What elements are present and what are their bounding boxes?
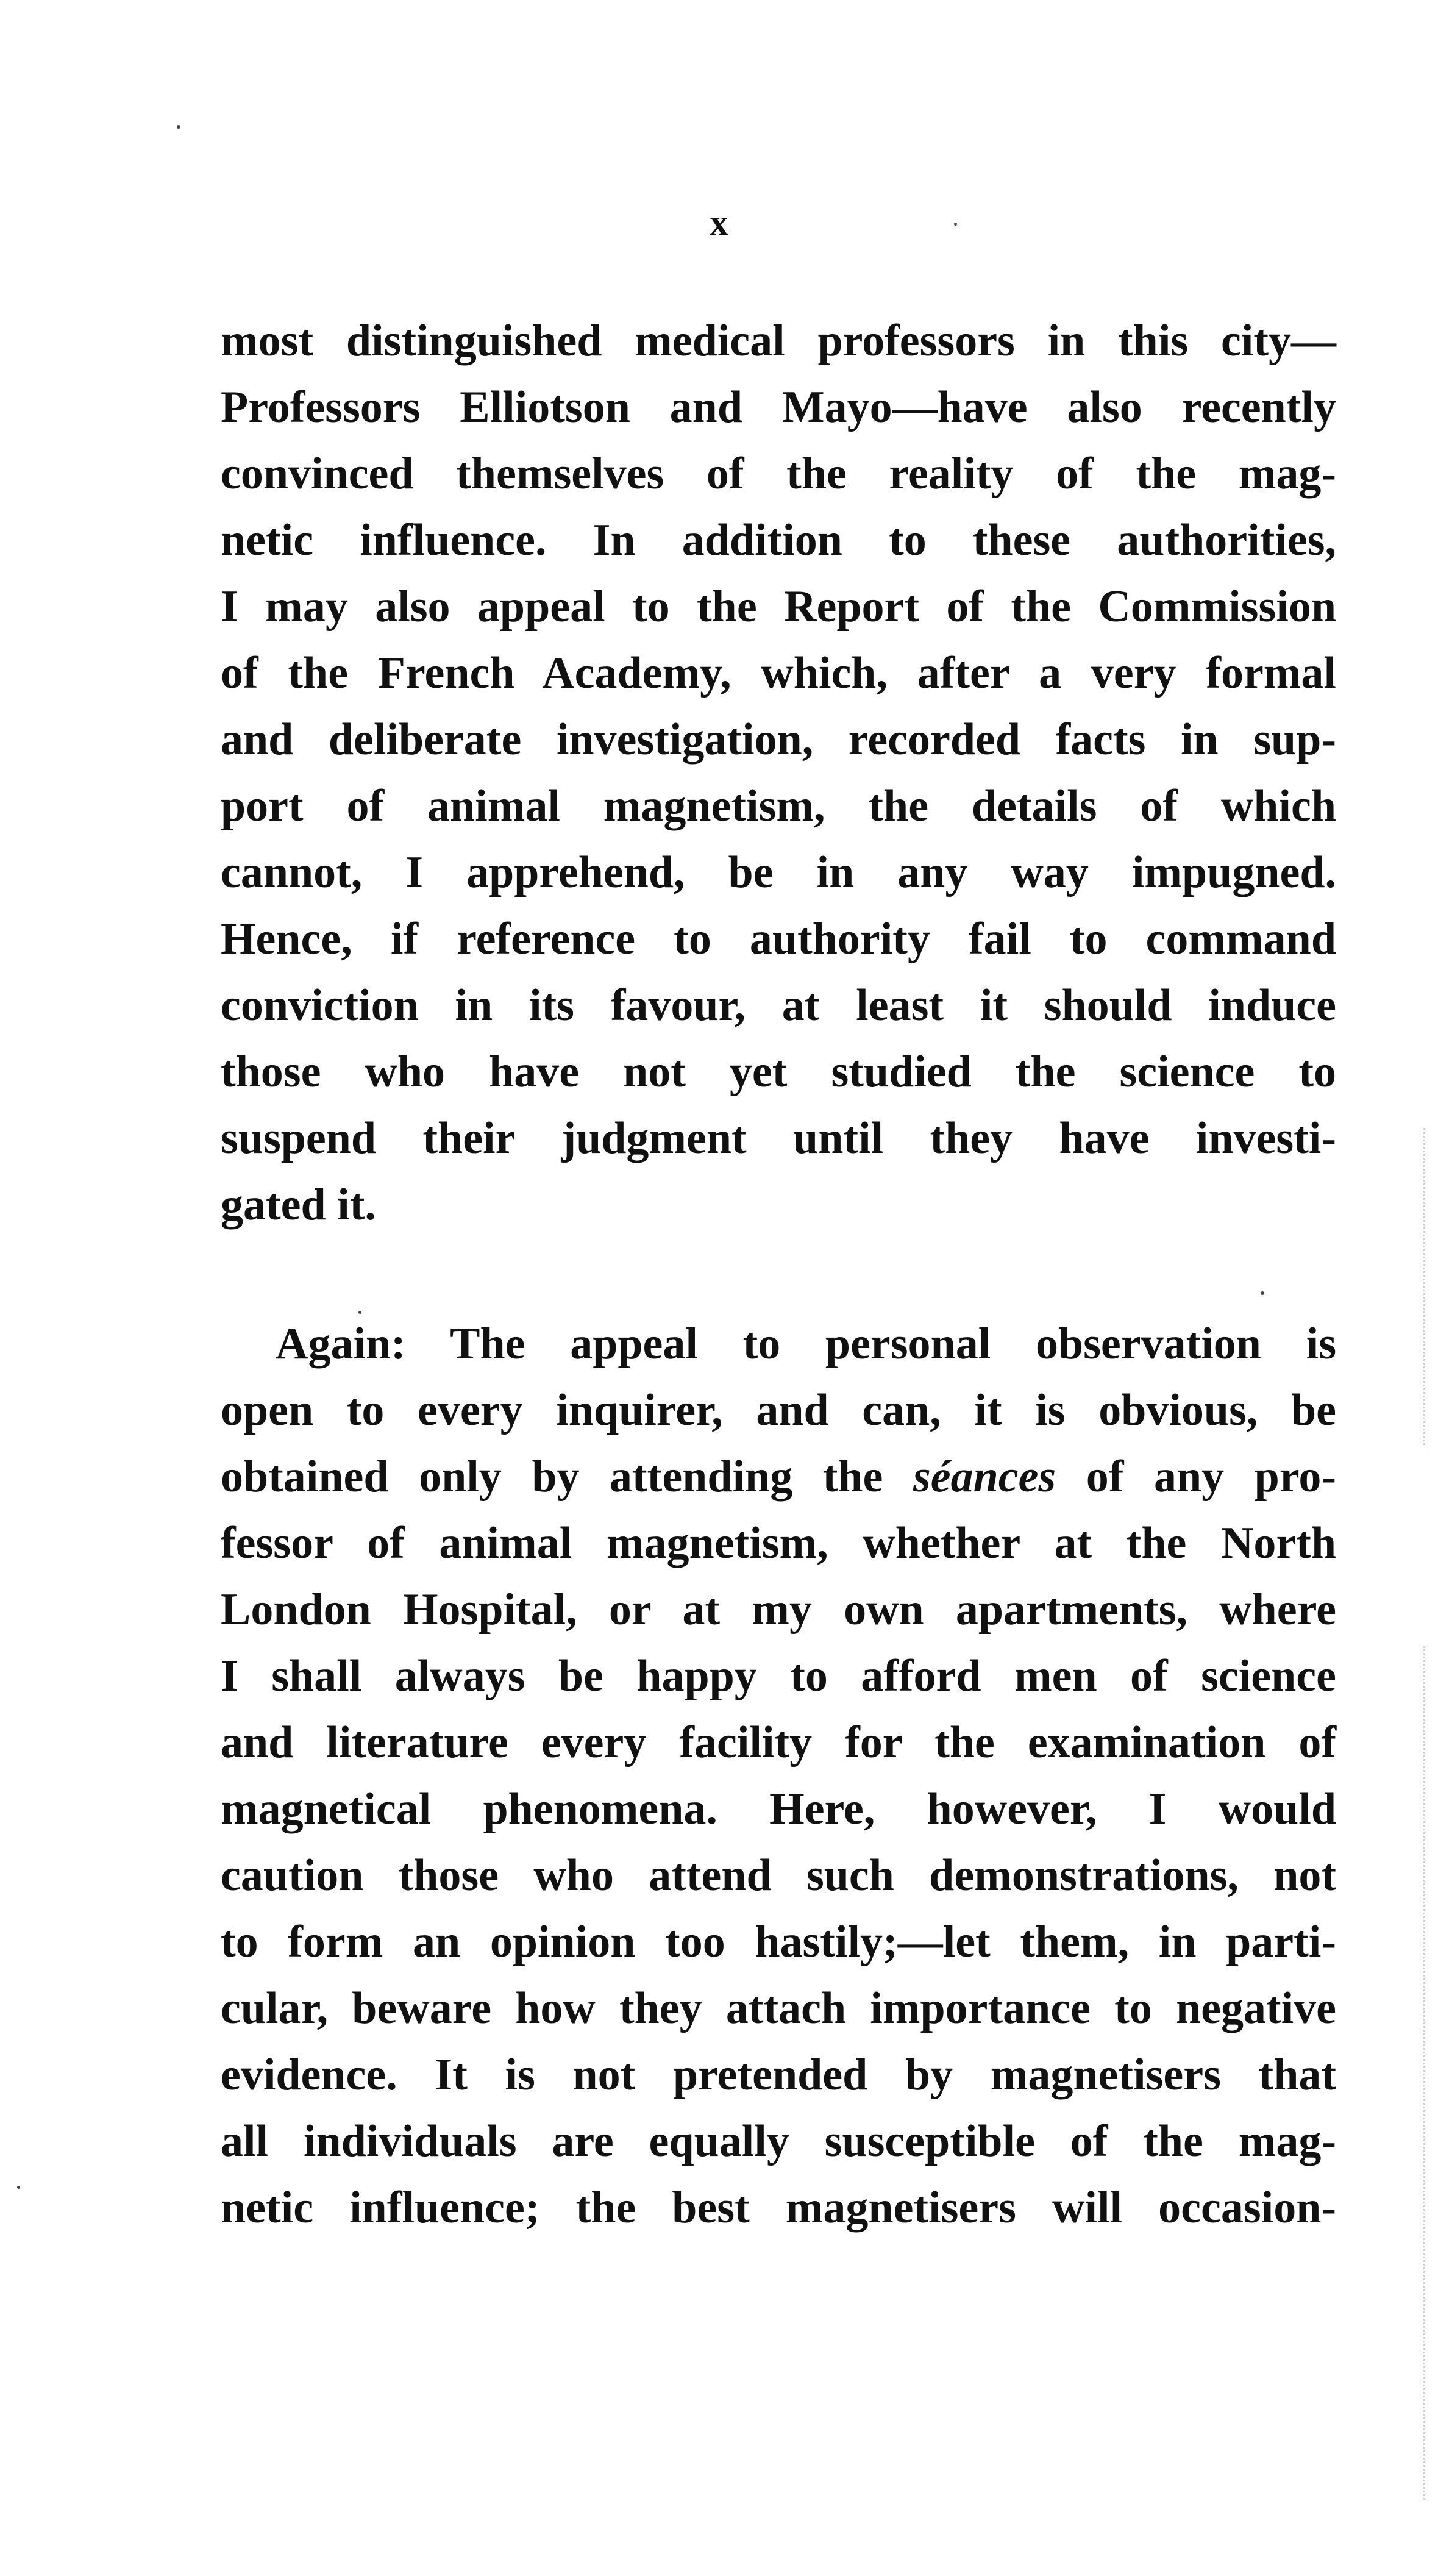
italic-term: séances <box>913 1452 1056 1502</box>
text-line: to form an opinion too hastily;—let them, in parti- <box>221 1917 1336 1967</box>
text-line: gated it. <box>221 1180 376 1230</box>
text-line: most distinguished medical professors in this city— <box>221 316 1336 366</box>
text-line-with-italic <box>221 1444 1336 1510</box>
margin-artifact <box>1423 1128 1427 1445</box>
scan-speck <box>17 2186 20 2189</box>
scan-speck <box>1261 1291 1264 1295</box>
text-line: London Hospital, or at my own apartments, where <box>221 1585 1336 1635</box>
text-line: netic influence. In addition to these authorities, <box>221 515 1336 565</box>
scan-speck <box>177 125 180 129</box>
text-line: I may also appeal to the Report of the Commission <box>221 582 1336 632</box>
text-line: all individuals are equally susceptible of the mag- <box>221 2116 1336 2166</box>
text-line: fessor of animal magnetism, whether at the North <box>221 1518 1336 1568</box>
text-line: and literature every facility for the examination of <box>221 1718 1336 1768</box>
text-line: I shall always be happy to afford men of science <box>221 1651 1336 1701</box>
text-segment: obtained only by attending the <box>221 1452 913 1502</box>
text-line: port of animal magnetism, the details of which <box>221 781 1336 831</box>
text-line: conviction in its favour, at least it should induce <box>221 980 1336 1030</box>
text-line: and deliberate investigation, recorded facts in sup- <box>221 715 1336 765</box>
text-line: evidence. It is not pretended by magnetisers that <box>221 2050 1336 2100</box>
text-line: suspend their judgment until they have investi- <box>221 1113 1336 1163</box>
text-line: Again: The appeal to personal observation is <box>276 1319 1336 1369</box>
text-line: cannot, I apprehend, be in any way impugned. <box>221 847 1336 897</box>
text-line: cular, beware how they attach importance to negative <box>221 1983 1336 2033</box>
text-line: Hence, if reference to authority fail to command <box>221 914 1336 964</box>
scan-speck <box>358 1311 361 1314</box>
paragraph-1 <box>221 308 1336 1238</box>
text-line: open to every inquirer, and can, it is obvious, be <box>221 1385 1336 1435</box>
paragraph-2 <box>221 1311 1336 2241</box>
text-line: convinced themselves of the reality of the mag- <box>221 449 1336 499</box>
text-line: those who have not yet studied the science to <box>221 1047 1336 1097</box>
text-line: caution those who attend such demonstrations, not <box>221 1850 1336 1900</box>
text-line: netic influence; the best magnetisers will occasion- <box>221 2183 1336 2233</box>
text-segment: of any pro- <box>1056 1452 1336 1502</box>
text-line: Professors Elliotson and Mayo—have also recently <box>221 382 1336 432</box>
margin-artifact <box>1423 1646 1427 2500</box>
page-number: x <box>710 202 728 243</box>
text-line: magnetical phenomena. Here, however, I would <box>221 1784 1336 1834</box>
scan-speck <box>954 223 957 226</box>
text-line: of the French Academy, which, after a very formal <box>221 648 1336 698</box>
